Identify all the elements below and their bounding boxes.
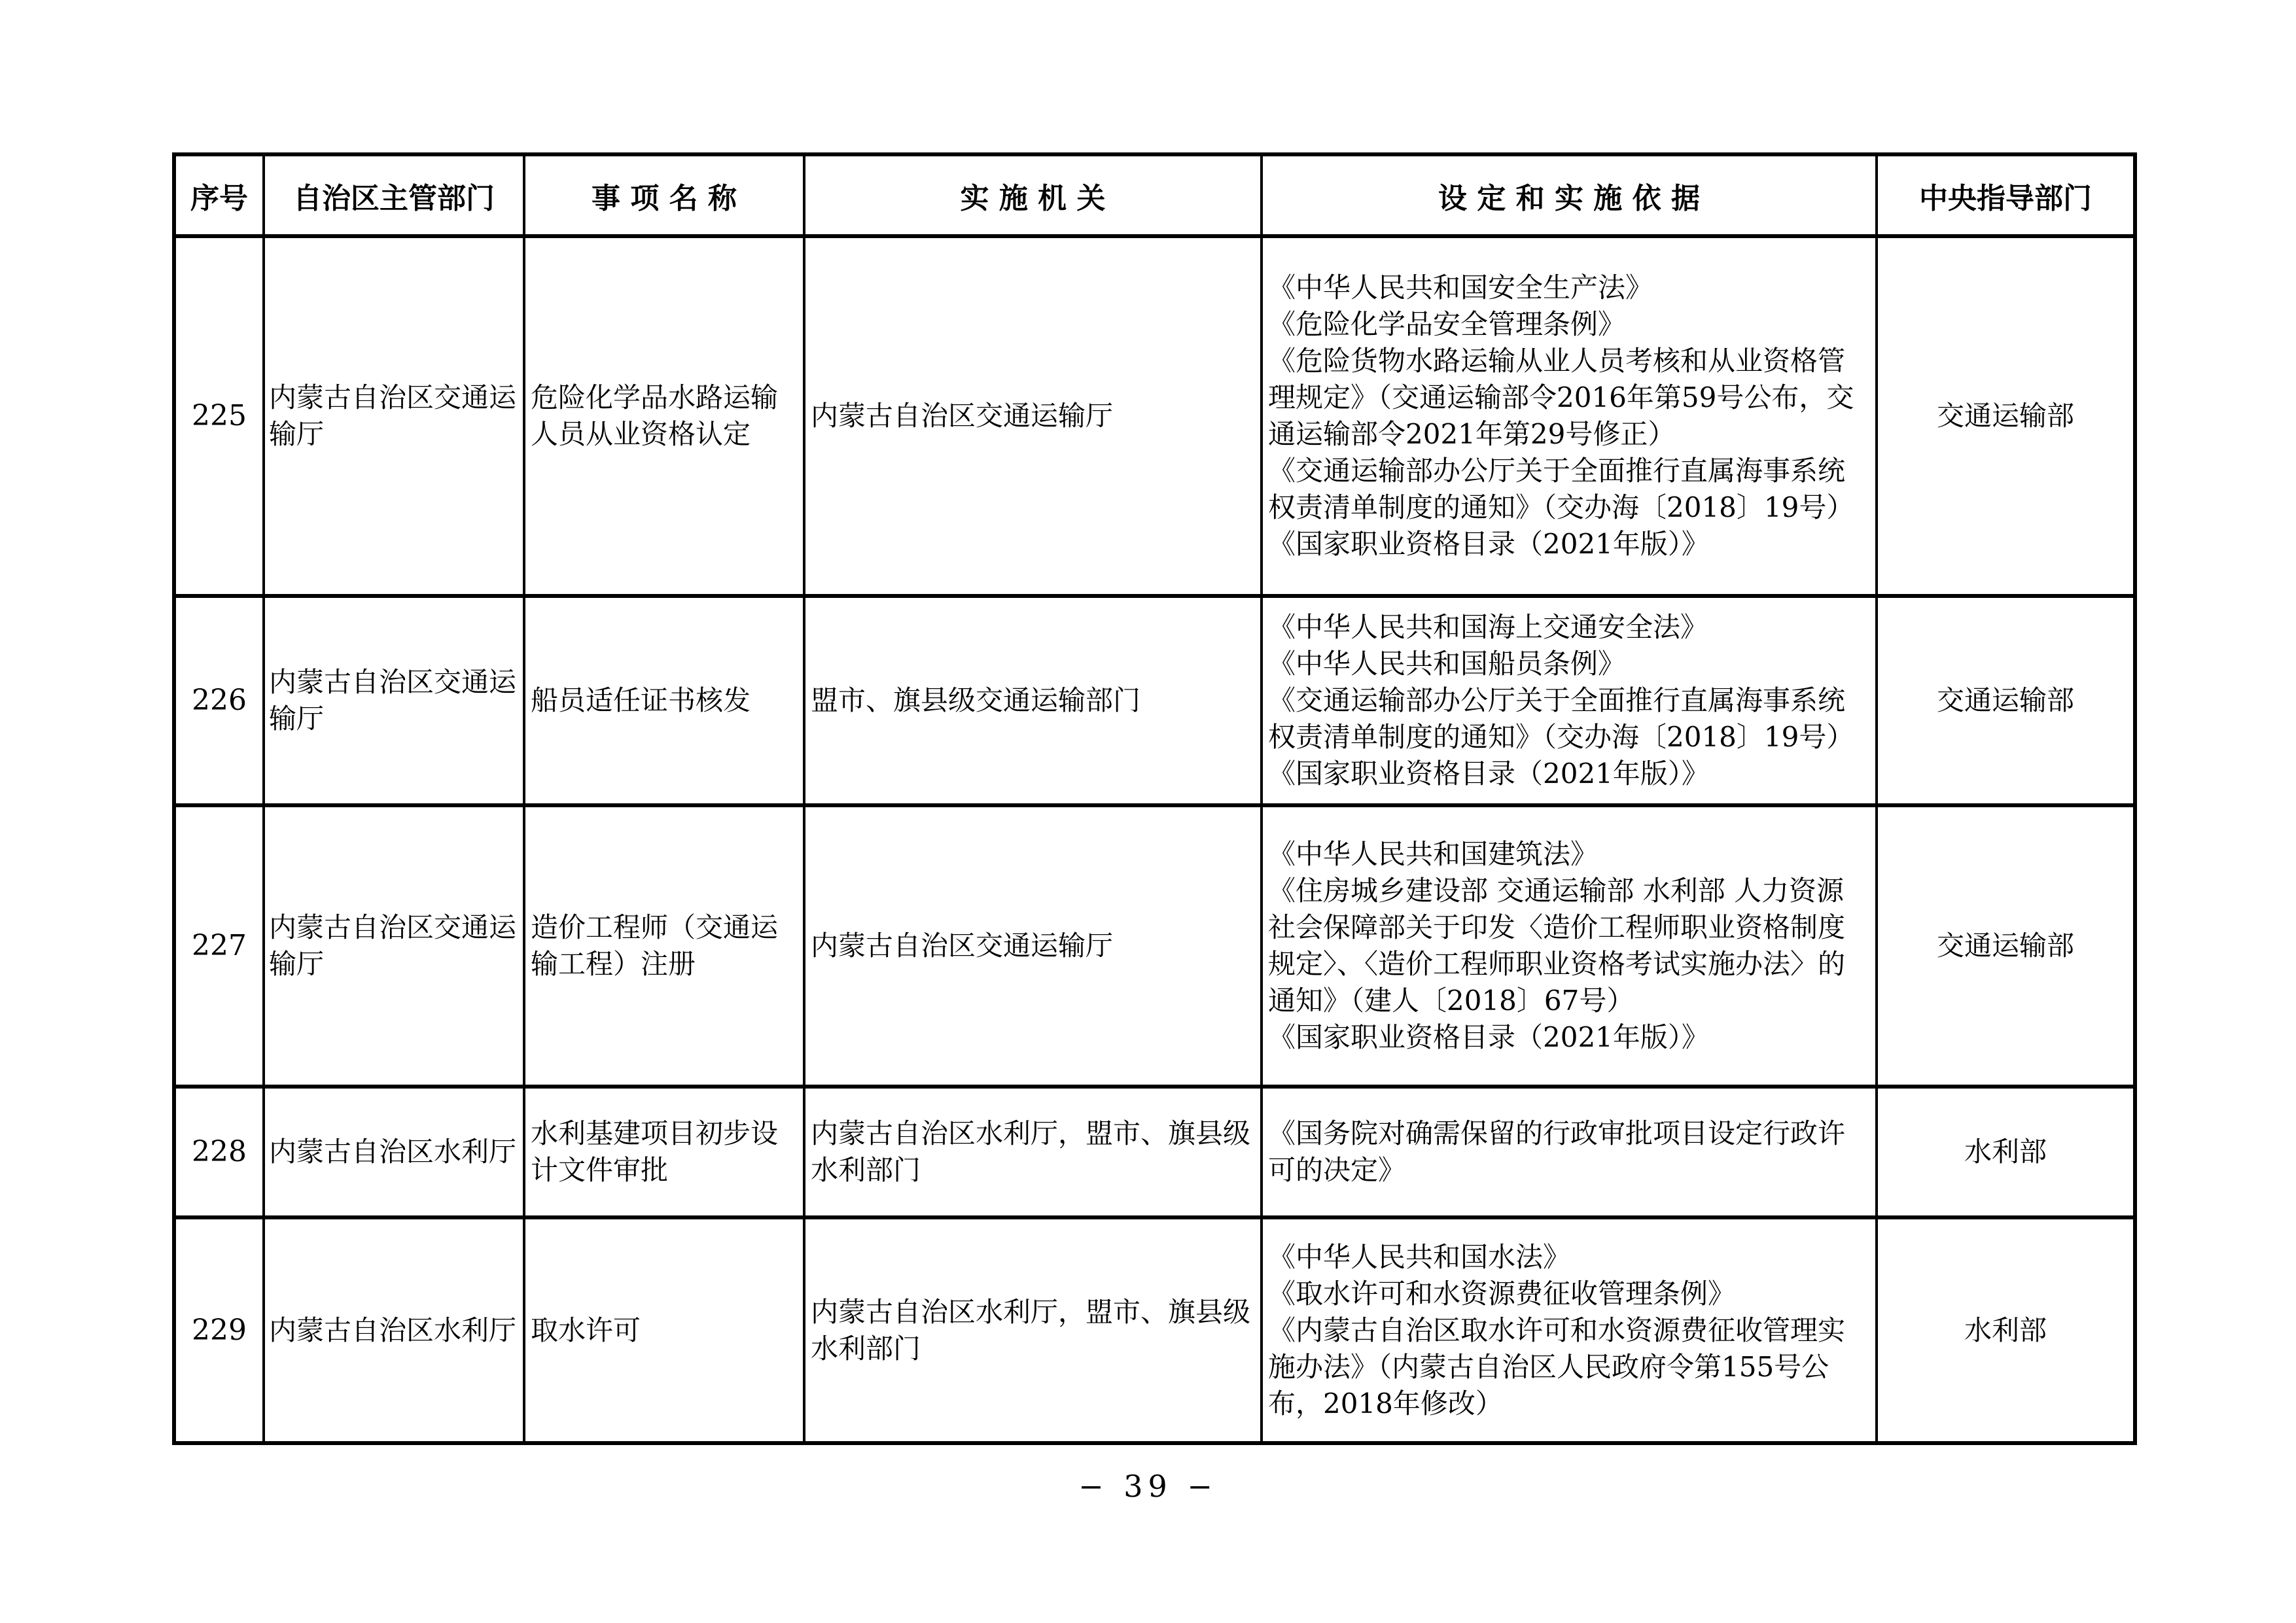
page-number: − 39 − <box>1078 1469 1218 1504</box>
basis-line: 《中华人民共和国海上交通安全法》 <box>1268 611 1708 643</box>
header-cell-basis: 设 定 和 实 施 依 据 <box>1262 154 1877 236</box>
basis-line: 《交通运输部办公厅关于全面推行直属海事系统权责清单制度的通知》（交办海〔2018〕19号） <box>1268 455 1854 523</box>
cell-basis <box>1262 1217 1877 1443</box>
basis-line: 《中华人民共和国水法》 <box>1268 1240 1571 1273</box>
cell-central: 交通运输部 <box>1877 236 2135 596</box>
basis-line: 《中华人民共和国安全生产法》 <box>1268 271 1653 304</box>
cell-item: 船员适任证书核发 <box>524 596 804 805</box>
basis-line: 《国务院对确需保留的行政审批项目设定行政许可的决定》 <box>1268 1117 1846 1186</box>
basis-line: 《危险化学品安全管理条例》 <box>1268 308 1626 340</box>
table-row-227 <box>174 805 2135 1087</box>
basis-line: 《取水许可和水资源费征收管理条例》 <box>1268 1277 1736 1310</box>
table-row-225 <box>174 236 2135 596</box>
basis-line: 《交通运输部办公厅关于全面推行直属海事系统权责清单制度的通知》（交办海〔2018〕19号） <box>1268 684 1854 753</box>
table-header-row <box>174 154 2135 236</box>
cell-central: 水利部 <box>1877 1217 2135 1443</box>
cell-basis <box>1262 805 1877 1087</box>
cell-basis <box>1262 596 1877 805</box>
cell-central: 交通运输部 <box>1877 596 2135 805</box>
cell-no: 229 <box>174 1217 264 1443</box>
cell-no: 226 <box>174 596 264 805</box>
basis-line: 《国家职业资格目录（2021年版）》 <box>1268 1021 1709 1053</box>
cell-no: 227 <box>174 805 264 1087</box>
cell-dept: 内蒙古自治区水利厅 <box>264 1217 524 1443</box>
table-row-228 <box>174 1087 2135 1217</box>
table-row-226 <box>174 596 2135 805</box>
cell-item: 危险化学品水路运输人员从业资格认定 <box>524 236 804 596</box>
basis-line: 《危险货物水路运输从业人员考核和从业资格管理规定》（交通运输部令2016年第59号公布，交通运输部令2021年第29号修正） <box>1268 345 1854 450</box>
header-cell-no: 序号 <box>174 154 264 236</box>
cell-central: 水利部 <box>1877 1087 2135 1217</box>
cell-item: 取水许可 <box>524 1217 804 1443</box>
basis-line: 《中华人民共和国建筑法》 <box>1268 838 1598 870</box>
basis-line: 《内蒙古自治区取水许可和水资源费征收管理实施办法》（内蒙古自治区人民政府令第155号公布，2018年修改） <box>1268 1314 1846 1420</box>
cell-dept: 内蒙古自治区交通运输厅 <box>264 805 524 1087</box>
cell-no: 225 <box>174 236 264 596</box>
header-cell-central: 中央指导部门 <box>1877 154 2135 236</box>
cell-agency: 内蒙古自治区水利厅，盟市、旗县级水利部门 <box>804 1217 1262 1443</box>
cell-dept: 内蒙古自治区水利厅 <box>264 1087 524 1217</box>
cell-agency: 内蒙古自治区交通运输厅 <box>804 236 1262 596</box>
header-cell-dept: 自治区主管部门 <box>264 154 524 236</box>
admin-items-table <box>172 152 2137 1445</box>
cell-dept: 内蒙古自治区交通运输厅 <box>264 596 524 805</box>
cell-agency: 内蒙古自治区水利厅，盟市、旗县级水利部门 <box>804 1087 1262 1217</box>
basis-line: 《住房城乡建设部 交通运输部 水利部 人力资源社会保障部关于印发〈造价工程师职业资格制度规定〉、〈造价工程师职业资格考试实施办法〉的通知》（建人〔2018〕67号） <box>1268 875 1846 1017</box>
basis-line: 《国家职业资格目录（2021年版）》 <box>1268 758 1709 790</box>
header-cell-item: 事 项 名 称 <box>524 154 804 236</box>
cell-basis <box>1262 236 1877 596</box>
header-cell-agency: 实 施 机 关 <box>804 154 1262 236</box>
cell-item: 造价工程师（交通运输工程）注册 <box>524 805 804 1087</box>
cell-central: 交通运输部 <box>1877 805 2135 1087</box>
table-row-229 <box>174 1217 2135 1443</box>
cell-agency: 盟市、旗县级交通运输部门 <box>804 596 1262 805</box>
cell-no: 228 <box>174 1087 264 1217</box>
cell-agency: 内蒙古自治区交通运输厅 <box>804 805 1262 1087</box>
cell-dept: 内蒙古自治区交通运输厅 <box>264 236 524 596</box>
cell-item: 水利基建项目初步设计文件审批 <box>524 1087 804 1217</box>
basis-line: 《国家职业资格目录（2021年版）》 <box>1268 528 1709 560</box>
basis-line: 《中华人民共和国船员条例》 <box>1268 648 1626 680</box>
cell-basis <box>1262 1087 1877 1217</box>
